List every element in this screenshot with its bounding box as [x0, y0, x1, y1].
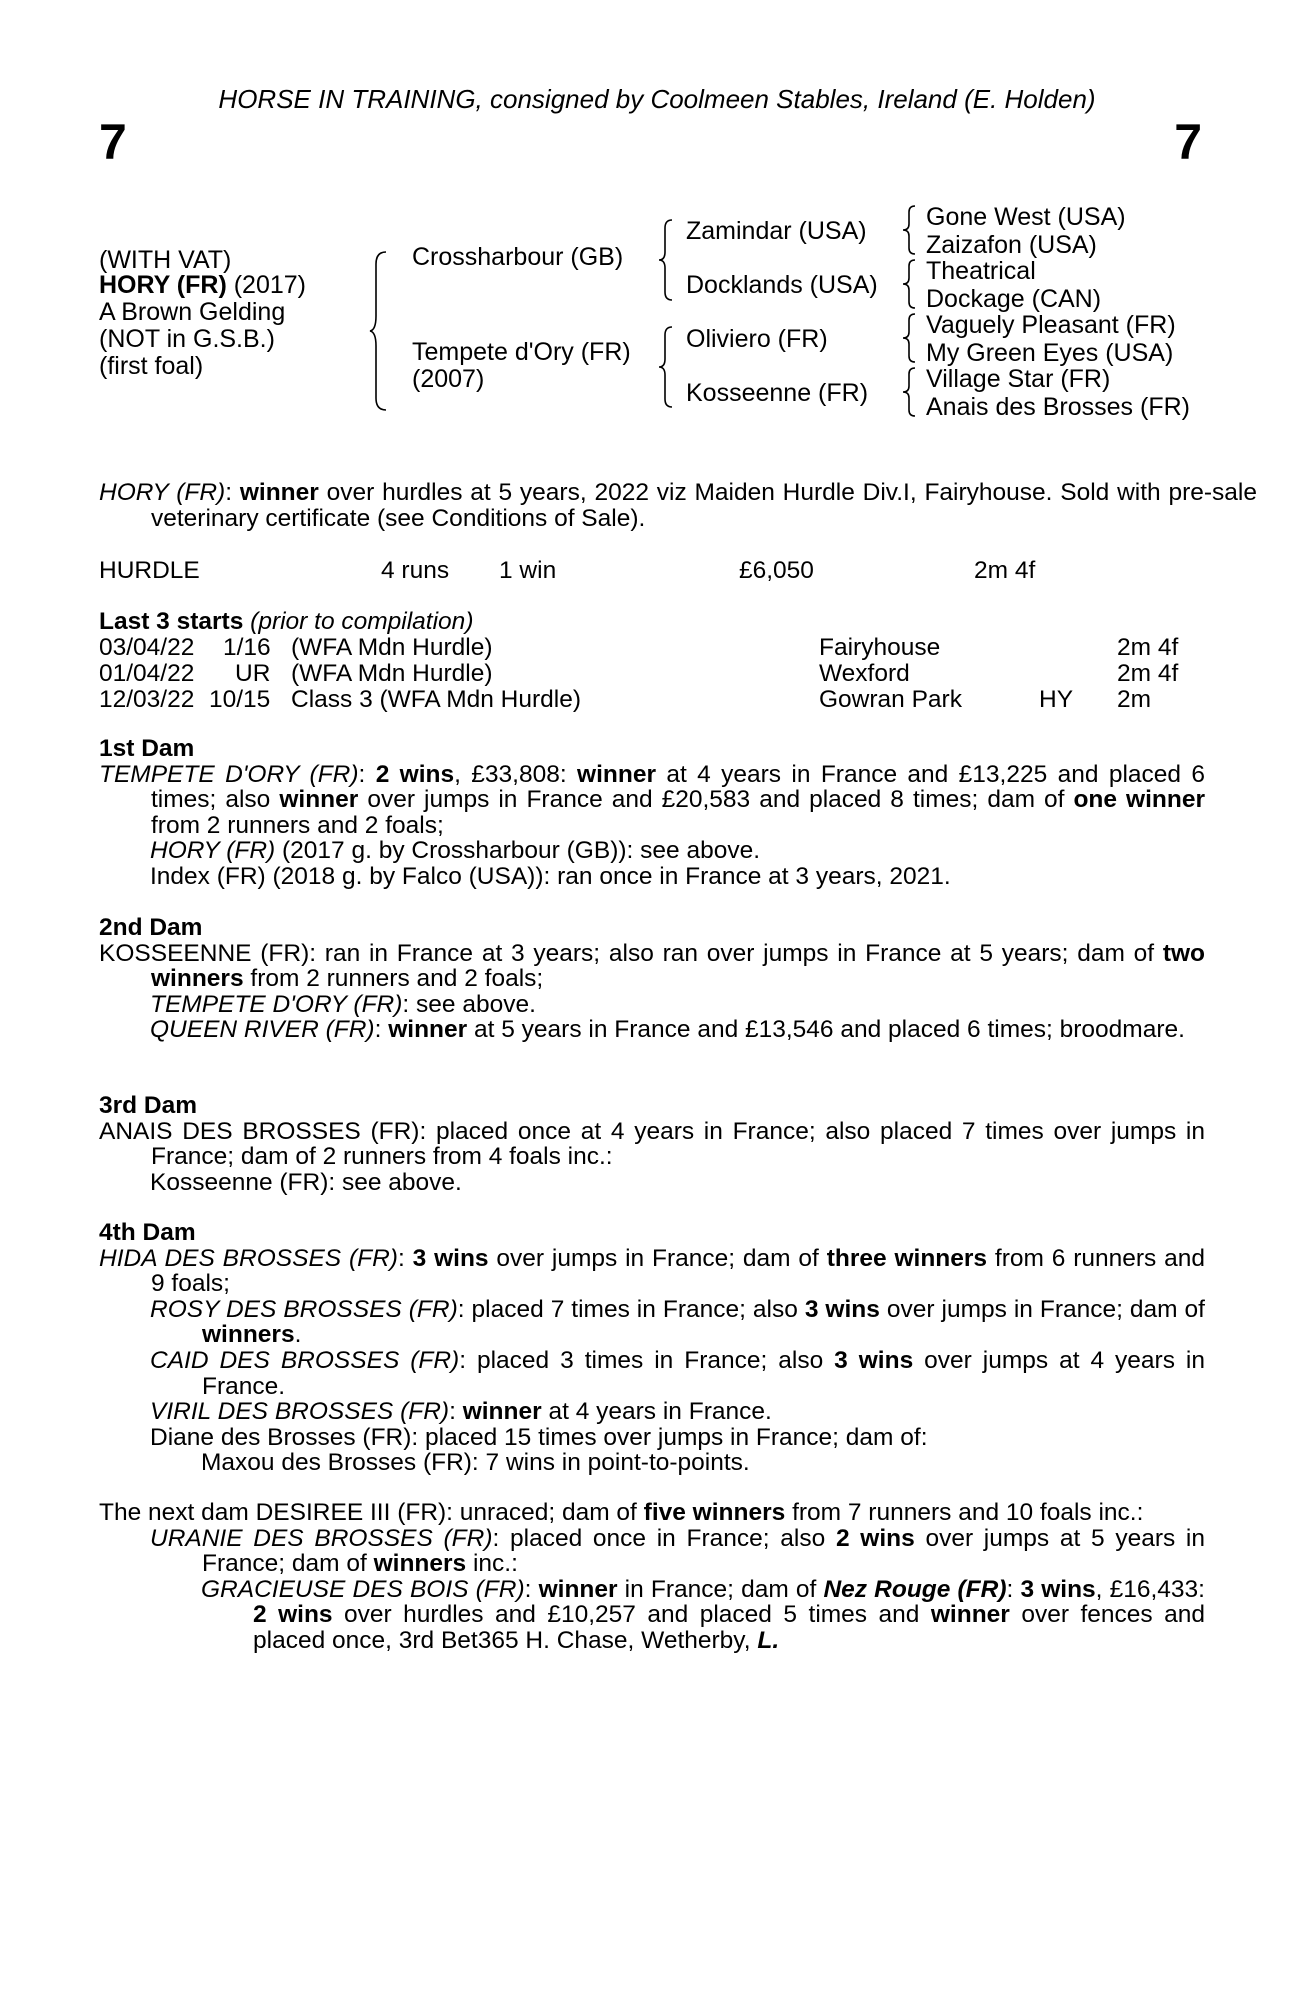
bold-text: one winner	[1073, 786, 1205, 814]
progeny-line	[99, 1017, 1205, 1043]
progeny-line: Diane des Brosses (FR): placed 15 times over jumps in France; dam of:	[150, 1423, 928, 1451]
table-row	[99, 686, 1205, 712]
text: from 7 runners and 10 foals inc.:	[785, 1499, 1144, 1526]
bold-italic-text: Nez Rouge (FR)	[823, 1575, 1007, 1603]
text: at 4 years in France.	[541, 1398, 772, 1426]
text: over hurdles and £10,257 and placed 5 times and	[332, 1601, 931, 1629]
text: , £33,808:	[454, 760, 578, 788]
record-distance: 2m 4f	[974, 557, 1036, 584]
pedigree-gen3-1: Gone West (USA)	[926, 203, 1126, 231]
start-going: HY	[1039, 686, 1074, 713]
lot-number-right: 7	[1174, 114, 1202, 170]
text: inc.:	[466, 1550, 518, 1578]
pedigree-dam-year: (2007)	[412, 365, 485, 393]
start-race: Class 3 (WFA Mdn Hurdle)	[291, 686, 581, 713]
text: at 5 years in France and £13,546 and placed 6 times; broodmare.	[467, 1016, 1185, 1044]
text: in France; dam of	[617, 1575, 824, 1603]
table-row	[99, 660, 1205, 686]
fourth-dam-section	[99, 1220, 1205, 1476]
text: : placed once in France; also	[492, 1524, 836, 1552]
progeny-line: Kosseenne (FR): see above.	[150, 1168, 462, 1196]
page-title: HORSE IN TRAINING, consigned by Coolmeen Stables, Ireland (E. Holden)	[218, 84, 1096, 114]
pedigree-brace-g3-3	[900, 312, 918, 364]
record-runs: 4 runs	[381, 557, 450, 584]
start-date: 01/04/22	[99, 660, 195, 687]
progeny-line	[99, 992, 1205, 1018]
text: over fences and placed once, 3rd Bet365 H. Chase, Wetherby,	[253, 1601, 1205, 1654]
pedigree-gen2-1: Zamindar (USA)	[686, 217, 867, 245]
last-starts-heading-line	[99, 608, 473, 636]
text: : placed 3 times in France; also	[459, 1346, 835, 1374]
bold-text: winner	[577, 760, 656, 788]
pedigree-brace-dam	[656, 325, 676, 409]
first-dam-section	[99, 736, 1205, 890]
text: from 2 runners and 2 foals;	[151, 811, 444, 839]
pedigree-sire: Crossharbour (GB)	[412, 243, 624, 271]
text: at 4 years in France and £13,225 and placed 6 times; also	[151, 760, 1206, 814]
bold-text: five winners	[643, 1499, 786, 1526]
third-dam-text: ANAIS DES BROSSES (FR): placed once at 4 years in France; also placed 7 times over jumps in France; dam of 2 runners from 4 foals inc.:	[99, 1117, 1205, 1171]
text: :	[524, 1575, 539, 1603]
summary-name: HORY (FR)	[99, 479, 226, 506]
bold-text: 2 wins	[375, 760, 455, 788]
pedigree-gen3-7: Village Star (FR)	[926, 365, 1111, 393]
start-distance: 2m 4f	[1117, 634, 1179, 661]
next-dam-section	[99, 1500, 1205, 1654]
start-course: Gowran Park	[819, 686, 962, 713]
third-dam-heading: 3rd Dam	[99, 1092, 198, 1119]
text: over jumps in France and £20,583 and placed 8 times; dam of	[358, 786, 1074, 814]
progeny-line	[99, 1577, 1205, 1654]
first-dam-text	[99, 762, 1205, 839]
pedigree-brace-g3-2	[900, 258, 918, 310]
horse-foal: (first foal)	[99, 352, 204, 380]
bold-text: winner	[462, 1398, 542, 1426]
progeny-line	[99, 1297, 1205, 1348]
summary-text: over hurdles at 5 years, 2022 viz Maiden Hurdle Div.I, Fairyhouse. Sold with pre-sale veterinary certificate (see Conditions of Sale).	[151, 479, 1257, 532]
start-date: 03/04/22	[99, 634, 195, 661]
bold-text: 2 wins	[253, 1601, 333, 1629]
fourth-dam-heading: 4th Dam	[99, 1219, 196, 1246]
progeny-line: Maxou des Brosses (FR): 7 wins in point-to-points.	[201, 1449, 750, 1477]
bold-text: 3 wins	[1020, 1575, 1096, 1603]
lot-number-left: 7	[99, 114, 127, 170]
progeny-line	[99, 1348, 1205, 1399]
pedigree-gen3-4: Dockage (CAN)	[926, 285, 1102, 313]
bold-text: winners	[373, 1550, 467, 1578]
start-position: 1/16	[223, 634, 271, 661]
progeny-name: GRACIEUSE DES BOIS (FR)	[201, 1575, 525, 1603]
text: over jumps at 4 years in France.	[202, 1346, 1205, 1400]
text: : see above.	[402, 990, 536, 1018]
pedigree-gen3-5: Vaguely Pleasant (FR)	[926, 311, 1176, 339]
start-distance: 2m 4f	[1117, 660, 1179, 687]
fourth-dam-text	[99, 1246, 1205, 1297]
last-starts-note: (prior to compilation)	[250, 608, 474, 635]
summary-paragraph: HORY (FR): winner over hurdles at 5 years, 2022 viz Maiden Hurdle Div.I, Fairyhouse. Sold with pre-sale veterinary certificate (see Conditions of Sale).	[99, 479, 1257, 532]
start-course: Wexford	[819, 660, 910, 687]
progeny-line	[99, 1399, 1205, 1425]
bold-text: winner	[388, 1016, 468, 1044]
bold-text: 3 wins	[412, 1244, 489, 1272]
text: over jumps at 5 years in France; dam of	[202, 1524, 1206, 1578]
bold-text: winner	[279, 786, 359, 814]
text: , £16,433:	[1095, 1575, 1205, 1603]
record-prize: £6,050	[739, 557, 814, 584]
vat-label: (WITH VAT)	[99, 246, 232, 274]
dam-name: TEMPETE D'ORY (FR)	[99, 760, 359, 788]
horse-gsb: (NOT in G.S.B.)	[99, 325, 275, 353]
progeny-line	[99, 838, 1205, 864]
progeny-name: ROSY DES BROSSES (FR)	[150, 1295, 458, 1323]
record-wins: 1 win	[499, 557, 557, 584]
summary-winner: winner	[239, 479, 319, 506]
progeny-line	[99, 1526, 1205, 1577]
start-position: UR	[235, 660, 271, 687]
bold-text: winner	[538, 1575, 618, 1603]
progeny-name: VIRIL DES BROSSES (FR)	[150, 1398, 450, 1426]
pedigree-gen3-2: Zaizafon (USA)	[926, 231, 1097, 259]
last-starts-heading: Last 3 starts	[99, 608, 244, 635]
start-position: 10/15	[209, 686, 271, 713]
bold-text: winners	[202, 1321, 295, 1349]
text: (2017 g. by Crossharbour (GB)): see above.	[275, 837, 761, 865]
table-row	[99, 634, 1205, 660]
text: :	[449, 1398, 463, 1426]
bold-italic-text: L.	[757, 1626, 780, 1654]
pedigree-brace-sire	[656, 218, 676, 302]
text: over jumps in France; dam of	[488, 1244, 827, 1272]
pedigree-gen2-3: Oliviero (FR)	[686, 325, 828, 353]
progeny-line: Index (FR) (2018 g. by Falco (USA)): ran once in France at 3 years, 2021.	[150, 862, 951, 890]
progeny-name: HORY (FR)	[150, 837, 276, 865]
pedigree-gen3-6: My Green Eyes (USA)	[926, 339, 1174, 367]
second-dam-heading: 2nd Dam	[99, 914, 203, 941]
third-dam-section	[99, 1093, 1205, 1195]
next-dam-text	[99, 1500, 1205, 1526]
second-dam-section	[99, 915, 1205, 1043]
pedigree-brace-g3-4	[900, 366, 918, 418]
progeny-name: QUEEN RIVER (FR)	[150, 1016, 375, 1044]
first-dam-heading: 1st Dam	[99, 735, 195, 762]
text: :	[1006, 1575, 1021, 1603]
pedigree-gen2-4: Kosseenne (FR)	[686, 379, 869, 407]
start-race: (WFA Mdn Hurdle)	[291, 660, 493, 687]
start-race: (WFA Mdn Hurdle)	[291, 634, 493, 661]
text: :	[374, 1016, 389, 1044]
bold-text: 3 wins	[804, 1295, 880, 1323]
dam-name: HIDA DES BROSSES (FR)	[99, 1244, 398, 1272]
progeny-name: CAID DES BROSSES (FR)	[150, 1346, 460, 1374]
horse-name: HORY (FR)	[99, 271, 227, 299]
start-distance: 2m	[1117, 686, 1152, 713]
bold-text: winner	[930, 1601, 1010, 1629]
progeny-name: TEMPETE D'ORY (FR)	[150, 990, 403, 1018]
text: from 2 runners and 2 foals;	[243, 965, 544, 993]
pedigree-brace-main	[368, 250, 392, 412]
pedigree-gen2-2: Docklands (USA)	[686, 271, 878, 299]
horse-name-line	[99, 271, 306, 300]
pedigree-dam: Tempete d'Ory (FR)	[412, 338, 631, 366]
text: The next dam DESIREE III (FR): unraced; dam of	[99, 1499, 644, 1526]
start-course: Fairyhouse	[819, 634, 941, 661]
text: .	[294, 1321, 302, 1349]
pedigree-gen3-3: Theatrical	[926, 257, 1036, 285]
pedigree-brace-g3-1	[900, 204, 918, 256]
text: :	[358, 760, 376, 788]
race-record	[99, 557, 1205, 583]
bold-text: two winners	[151, 939, 1205, 993]
second-dam-text	[99, 941, 1205, 992]
progeny-name: URANIE DES BROSSES (FR)	[150, 1524, 493, 1552]
pedigree-gen3-8: Anais des Brosses (FR)	[926, 393, 1190, 421]
start-date: 12/03/22	[99, 686, 195, 713]
bold-text: 2 wins	[835, 1524, 915, 1552]
bold-text: three winners	[826, 1244, 988, 1272]
horse-description: A Brown Gelding	[99, 298, 286, 326]
text: over jumps in France; dam of	[879, 1295, 1205, 1323]
text: :	[397, 1244, 413, 1272]
horse-year: (2017)	[233, 271, 306, 299]
text: from 6 runners and 9 foals;	[151, 1244, 1205, 1298]
text: KOSSEENNE (FR): ran in France at 3 years; also ran over jumps in France at 5 years; dam of	[99, 939, 1163, 967]
bold-text: 3 wins	[834, 1346, 914, 1374]
text: : placed 7 times in France; also	[457, 1295, 805, 1323]
record-type: HURDLE	[99, 557, 200, 584]
